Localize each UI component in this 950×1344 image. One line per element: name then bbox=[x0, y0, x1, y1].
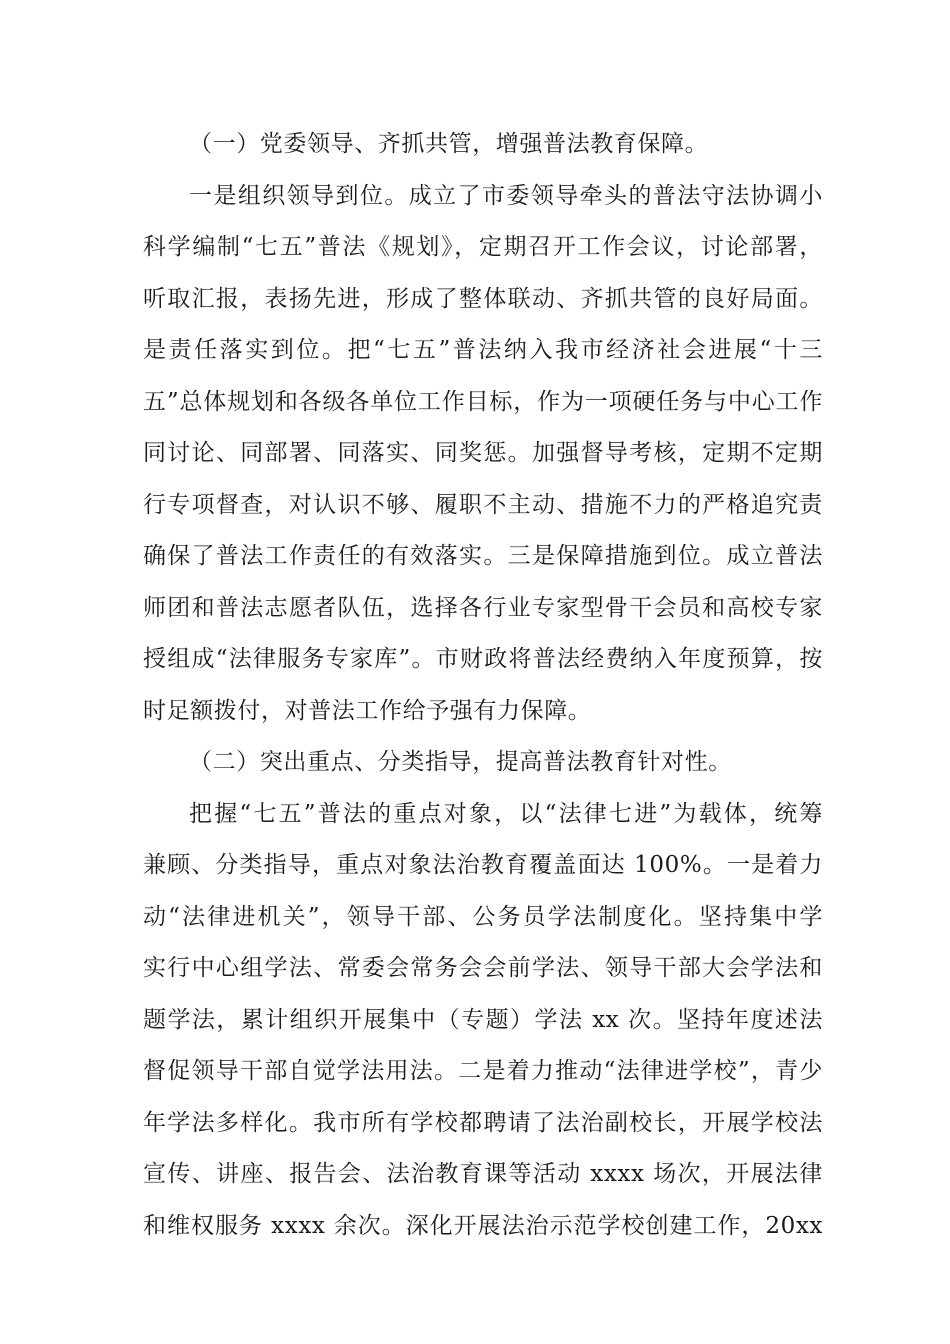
paragraph-line: 宣传、讲座、报告会、法治教育课等活动 xxxx 场次，开展法律 bbox=[143, 1161, 823, 1187]
section-heading: （二）突出重点、分类指导，提高普法教育针对性。 bbox=[189, 749, 732, 775]
paragraph-line: 师团和普法志愿者队伍，选择各行业专家型骨干会员和高校专家 bbox=[143, 594, 823, 621]
paragraph-line: 实行中心组学法、常委会常务会会前学法、领导干部大会学法和 bbox=[143, 955, 823, 981]
paragraph-line: 督促领导干部自觉学法用法。二是着力推动“法律进学校”，青少 bbox=[143, 1058, 823, 1084]
paragraph-line: 兼顾、分类指导，重点对象法治教育覆盖面达 100%。一是着力 bbox=[143, 852, 823, 878]
document-body bbox=[143, 119, 823, 1252]
paragraph-line: 一是组织领导到位。成立了市委领导牵头的普法守法协调小 bbox=[189, 182, 823, 209]
paragraph-line: 五”总体规划和各级各单位工作目标，作为一项硬任务与中心工作 bbox=[143, 388, 823, 415]
paragraph-line: 动“法律进机关”，领导干部、公务员学法制度化。坚持集中学 bbox=[143, 903, 823, 930]
paragraph-line: 把握“七五”普法的重点对象，以“法律七进”为载体，统筹 bbox=[189, 800, 823, 827]
paragraph-line: 时足额拨付，对普法工作给予强有力保障。 bbox=[143, 697, 592, 724]
paragraph-line: 行专项督查，对认识不够、履职不主动、措施不力的严格追究责 bbox=[143, 491, 823, 518]
paragraph-line: 确保了普法工作责任的有效落实。三是保障措施到位。成立普法 bbox=[143, 543, 823, 569]
paragraph-line: 是责任落实到位。把“七五”普法纳入我市经济社会进展“十三 bbox=[143, 337, 823, 363]
paragraph-line: 科学编制“七五”普法《规划》，定期召开工作会议，讨论部署， bbox=[143, 234, 823, 260]
paragraph-line: 年学法多样化。我市所有学校都聘请了法治副校长，开展学校法 bbox=[143, 1109, 823, 1136]
paragraph-line: 和维权服务 xxxx 余次。深化开展法治示范学校创建工作，20xx bbox=[143, 1212, 823, 1239]
paragraph-line: 题学法，累计组织开展集中（专题）学法 xx 次。坚持年度述法 bbox=[143, 1006, 823, 1033]
paragraph-line: 听取汇报，表扬先进，形成了整体联动、齐抓共管的良好局面。 bbox=[143, 285, 823, 312]
section-heading: （一）党委领导、齐抓共管，增强普法教育保障。 bbox=[189, 131, 709, 157]
paragraph-line: 授组成“法律服务专家库”。市财政将普法经费纳入年度预算，按 bbox=[143, 646, 823, 672]
paragraph-line: 同讨论、同部署、同落实、同奖惩。加强督导考核，定期不定期 bbox=[143, 440, 823, 466]
